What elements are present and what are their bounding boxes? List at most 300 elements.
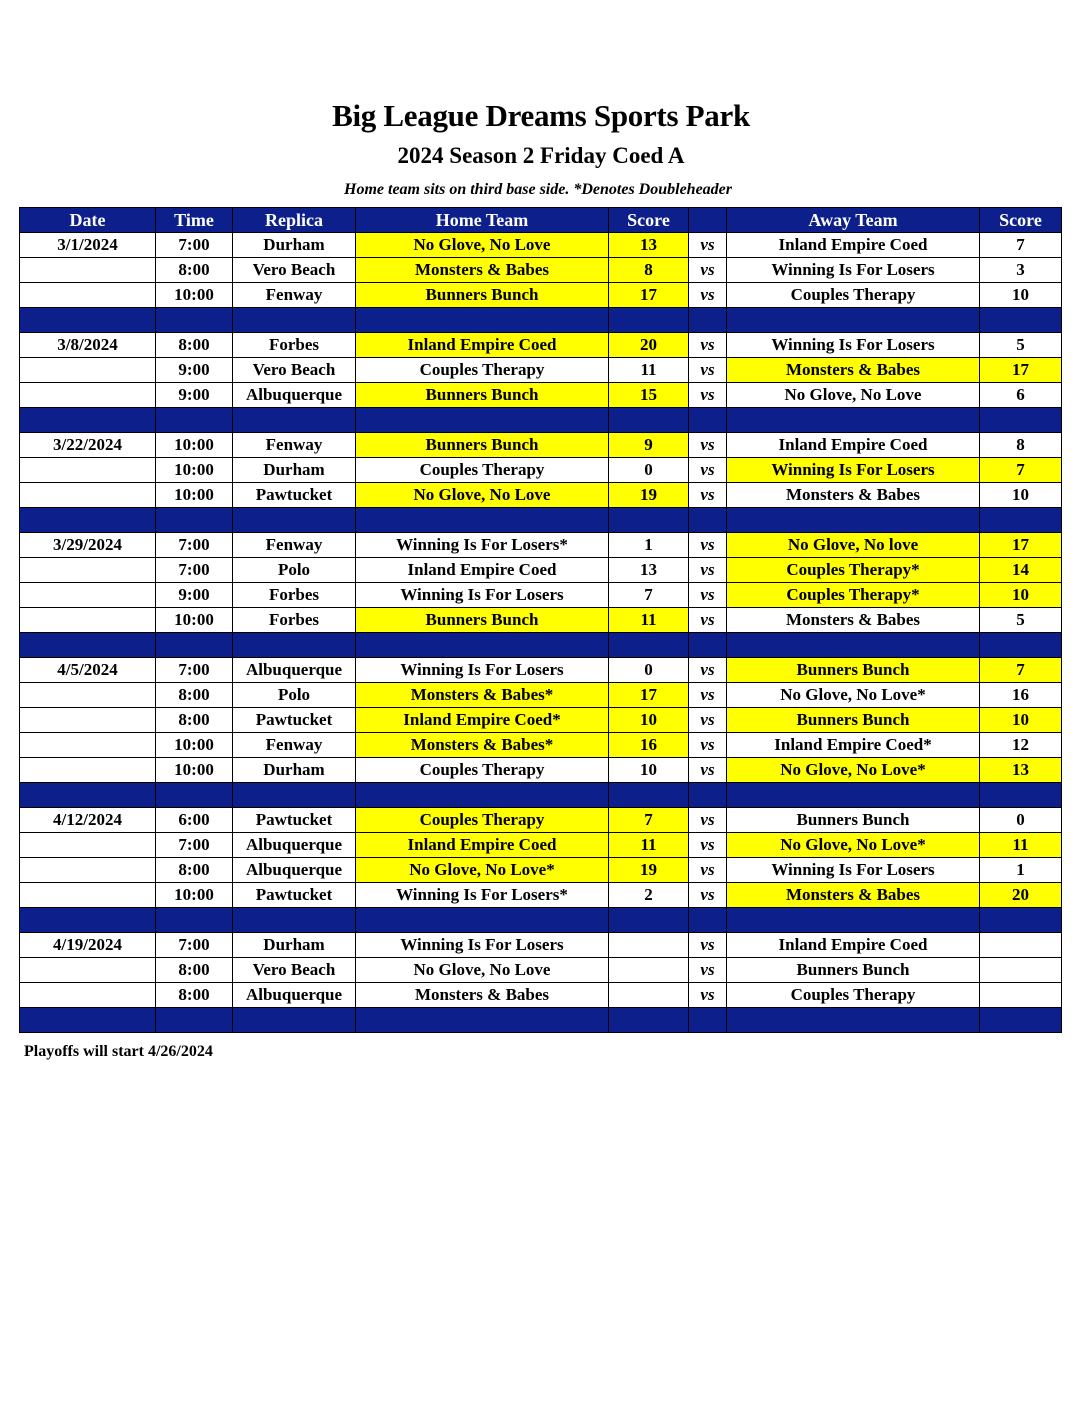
- separator-cell: [20, 308, 156, 333]
- home-score: [609, 933, 689, 958]
- away-team: Monsters & Babes: [727, 883, 980, 908]
- game-date: [20, 958, 156, 983]
- vs-label: vs: [689, 458, 727, 483]
- separator-cell: [20, 408, 156, 433]
- vs-label: vs: [689, 533, 727, 558]
- home-score: 9: [609, 433, 689, 458]
- home-score: 0: [609, 458, 689, 483]
- away-score: 14: [980, 558, 1062, 583]
- game-date: 3/1/2024: [20, 233, 156, 258]
- separator-cell: [609, 633, 689, 658]
- game-replica: Durham: [233, 758, 356, 783]
- game-row: [20, 833, 1062, 858]
- away-team: Winning Is For Losers: [727, 258, 980, 283]
- game-time: 7:00: [156, 533, 233, 558]
- separator-cell: [609, 508, 689, 533]
- vs-label: vs: [689, 758, 727, 783]
- page-subtitle: 2024 Season 2 Friday Coed A: [397, 143, 685, 168]
- separator-cell: [356, 783, 609, 808]
- game-time: 9:00: [156, 583, 233, 608]
- game-time: 8:00: [156, 683, 233, 708]
- game-row: [20, 983, 1062, 1008]
- game-date: [20, 558, 156, 583]
- game-time: 8:00: [156, 708, 233, 733]
- separator-cell: [980, 408, 1062, 433]
- game-row: [20, 558, 1062, 583]
- away-team: No Glove, No Love*: [727, 683, 980, 708]
- game-row: [20, 883, 1062, 908]
- away-score: 13: [980, 758, 1062, 783]
- game-time: 10:00: [156, 758, 233, 783]
- away-score: 20: [980, 883, 1062, 908]
- game-row: [20, 758, 1062, 783]
- away-score: [980, 933, 1062, 958]
- home-score: 19: [609, 483, 689, 508]
- separator-cell: [156, 408, 233, 433]
- home-team: Monsters & Babes: [356, 258, 609, 283]
- separator-cell: [20, 633, 156, 658]
- separator-cell: [980, 308, 1062, 333]
- home-score: 16: [609, 733, 689, 758]
- game-date: 4/19/2024: [20, 933, 156, 958]
- column-header-date: Date: [20, 208, 156, 233]
- separator-cell: [356, 633, 609, 658]
- away-team: Monsters & Babes: [727, 483, 980, 508]
- week-separator-row: [20, 908, 1062, 933]
- home-team: Monsters & Babes: [356, 983, 609, 1008]
- separator-cell: [156, 1008, 233, 1033]
- away-team: Bunners Bunch: [727, 808, 980, 833]
- game-row: [20, 333, 1062, 358]
- separator-cell: [156, 308, 233, 333]
- away-score: 17: [980, 533, 1062, 558]
- away-team: Couples Therapy*: [727, 558, 980, 583]
- away-score: 10: [980, 283, 1062, 308]
- column-header-away-team: Away Team: [727, 208, 980, 233]
- game-time: 10:00: [156, 283, 233, 308]
- game-row: [20, 258, 1062, 283]
- home-team: Winning Is For Losers: [356, 583, 609, 608]
- away-score: 10: [980, 708, 1062, 733]
- home-score: [609, 983, 689, 1008]
- column-header-away-score: Score: [980, 208, 1062, 233]
- game-row: [20, 358, 1062, 383]
- game-row: [20, 733, 1062, 758]
- game-date: [20, 483, 156, 508]
- separator-cell: [609, 408, 689, 433]
- game-date: [20, 833, 156, 858]
- header-row: [20, 208, 1062, 233]
- game-date: [20, 733, 156, 758]
- game-replica: Forbes: [233, 583, 356, 608]
- vs-label: vs: [689, 608, 727, 633]
- game-time: 10:00: [156, 458, 233, 483]
- game-date: [20, 583, 156, 608]
- game-time: 10:00: [156, 733, 233, 758]
- home-score: [609, 958, 689, 983]
- game-row: [20, 858, 1062, 883]
- home-team: Winning Is For Losers*: [356, 533, 609, 558]
- game-row: [20, 683, 1062, 708]
- separator-cell: [356, 508, 609, 533]
- game-replica: Fenway: [233, 533, 356, 558]
- separator-cell: [356, 408, 609, 433]
- separator-cell: [689, 408, 727, 433]
- away-score: [980, 958, 1062, 983]
- away-score: 6: [980, 383, 1062, 408]
- separator-cell: [20, 508, 156, 533]
- game-time: 7:00: [156, 233, 233, 258]
- away-team: Couples Therapy*: [727, 583, 980, 608]
- vs-label: vs: [689, 833, 727, 858]
- column-header-replica: Replica: [233, 208, 356, 233]
- game-replica: Polo: [233, 558, 356, 583]
- home-team: No Glove, No Love: [356, 233, 609, 258]
- game-date: [20, 708, 156, 733]
- separator-cell: [233, 783, 356, 808]
- separator-cell: [609, 908, 689, 933]
- separator-cell: [689, 1008, 727, 1033]
- vs-label: vs: [689, 433, 727, 458]
- vs-label: vs: [689, 233, 727, 258]
- vs-label: vs: [689, 483, 727, 508]
- separator-cell: [609, 308, 689, 333]
- away-team: Couples Therapy: [727, 983, 980, 1008]
- away-score: 16: [980, 683, 1062, 708]
- game-date: 4/5/2024: [20, 658, 156, 683]
- game-row: [20, 708, 1062, 733]
- vs-label: vs: [689, 733, 727, 758]
- home-team: No Glove, No Love: [356, 483, 609, 508]
- vs-label: vs: [689, 283, 727, 308]
- vs-label: vs: [689, 983, 727, 1008]
- away-team: Couples Therapy: [727, 283, 980, 308]
- separator-cell: [980, 1008, 1062, 1033]
- separator-cell: [609, 1008, 689, 1033]
- separator-cell: [980, 908, 1062, 933]
- separator-cell: [980, 783, 1062, 808]
- home-team: Inland Empire Coed*: [356, 708, 609, 733]
- home-team: Couples Therapy: [356, 808, 609, 833]
- week-separator-row: [20, 508, 1062, 533]
- home-score: 17: [609, 283, 689, 308]
- home-score: 17: [609, 683, 689, 708]
- game-row: [20, 483, 1062, 508]
- away-score: 10: [980, 583, 1062, 608]
- home-score: 0: [609, 658, 689, 683]
- away-team: Winning Is For Losers: [727, 333, 980, 358]
- home-team: Monsters & Babes*: [356, 733, 609, 758]
- home-score: 10: [609, 758, 689, 783]
- away-score: [980, 983, 1062, 1008]
- separator-cell: [156, 908, 233, 933]
- game-replica: Durham: [233, 933, 356, 958]
- away-team: No Glove, No Love*: [727, 758, 980, 783]
- game-replica: Forbes: [233, 608, 356, 633]
- home-score: 2: [609, 883, 689, 908]
- home-team: Bunners Bunch: [356, 383, 609, 408]
- separator-cell: [727, 908, 980, 933]
- game-row: [20, 658, 1062, 683]
- game-replica: Vero Beach: [233, 358, 356, 383]
- away-score: 0: [980, 808, 1062, 833]
- home-score: 1: [609, 533, 689, 558]
- game-replica: Durham: [233, 233, 356, 258]
- home-team: Couples Therapy: [356, 358, 609, 383]
- game-date: [20, 983, 156, 1008]
- vs-label: vs: [689, 883, 727, 908]
- home-score: 11: [609, 608, 689, 633]
- game-date: [20, 758, 156, 783]
- separator-cell: [727, 508, 980, 533]
- separator-cell: [727, 783, 980, 808]
- away-score: 7: [980, 658, 1062, 683]
- home-team: Winning Is For Losers: [356, 933, 609, 958]
- game-row: [20, 433, 1062, 458]
- page-title: Big League Dreams Sports Park: [332, 98, 750, 133]
- separator-cell: [233, 408, 356, 433]
- separator-cell: [233, 508, 356, 533]
- away-score: 5: [980, 333, 1062, 358]
- home-team: Bunners Bunch: [356, 433, 609, 458]
- game-row: [20, 283, 1062, 308]
- separator-cell: [980, 508, 1062, 533]
- game-date: [20, 683, 156, 708]
- game-replica: Pawtucket: [233, 708, 356, 733]
- game-date: [20, 358, 156, 383]
- game-replica: Forbes: [233, 333, 356, 358]
- home-score: 15: [609, 383, 689, 408]
- game-time: 7:00: [156, 933, 233, 958]
- week-separator-row: [20, 633, 1062, 658]
- game-time: 8:00: [156, 333, 233, 358]
- home-score: 10: [609, 708, 689, 733]
- away-team: Winning Is For Losers: [727, 858, 980, 883]
- game-replica: Albuquerque: [233, 383, 356, 408]
- away-team: Inland Empire Coed: [727, 233, 980, 258]
- away-score: 7: [980, 458, 1062, 483]
- home-team: Bunners Bunch: [356, 608, 609, 633]
- game-replica: Pawtucket: [233, 808, 356, 833]
- separator-cell: [689, 508, 727, 533]
- vs-label: vs: [689, 333, 727, 358]
- game-row: [20, 458, 1062, 483]
- vs-label: vs: [689, 658, 727, 683]
- game-replica: Pawtucket: [233, 483, 356, 508]
- separator-cell: [609, 783, 689, 808]
- game-date: [20, 858, 156, 883]
- away-score: 7: [980, 233, 1062, 258]
- week-separator-row: [20, 308, 1062, 333]
- game-time: 8:00: [156, 958, 233, 983]
- separator-cell: [233, 633, 356, 658]
- separator-cell: [980, 633, 1062, 658]
- home-score: 11: [609, 358, 689, 383]
- doubleheader-note: Home team sits on third base side. *Denotes Doubleheader: [344, 181, 732, 198]
- separator-cell: [356, 308, 609, 333]
- game-replica: Polo: [233, 683, 356, 708]
- week-separator-row: [20, 783, 1062, 808]
- vs-label: vs: [689, 708, 727, 733]
- home-team: Bunners Bunch: [356, 283, 609, 308]
- home-score: 20: [609, 333, 689, 358]
- week-separator-row: [20, 1008, 1062, 1033]
- vs-label: vs: [689, 558, 727, 583]
- separator-cell: [356, 1008, 609, 1033]
- game-date: [20, 458, 156, 483]
- away-team: No Glove, No Love*: [727, 833, 980, 858]
- column-header-time: Time: [156, 208, 233, 233]
- separator-cell: [689, 633, 727, 658]
- game-replica: Vero Beach: [233, 258, 356, 283]
- game-replica: Fenway: [233, 283, 356, 308]
- away-team: Bunners Bunch: [727, 658, 980, 683]
- separator-cell: [20, 908, 156, 933]
- schedule-body: [20, 233, 1062, 1033]
- home-team: Couples Therapy: [356, 458, 609, 483]
- playoffs-note: Playoffs will start 4/26/2024: [24, 1043, 213, 1060]
- game-replica: Albuquerque: [233, 983, 356, 1008]
- away-score: 1: [980, 858, 1062, 883]
- game-date: [20, 258, 156, 283]
- away-team: Monsters & Babes: [727, 358, 980, 383]
- game-row: [20, 233, 1062, 258]
- game-replica: Fenway: [233, 733, 356, 758]
- home-team: Inland Empire Coed: [356, 333, 609, 358]
- away-team: No Glove, No Love: [727, 383, 980, 408]
- home-score: 7: [609, 583, 689, 608]
- vs-label: vs: [689, 358, 727, 383]
- away-team: No Glove, No love: [727, 533, 980, 558]
- home-score: 13: [609, 558, 689, 583]
- game-date: 3/22/2024: [20, 433, 156, 458]
- schedule-table: [19, 207, 1062, 1033]
- game-time: 7:00: [156, 833, 233, 858]
- away-team: Inland Empire Coed*: [727, 733, 980, 758]
- home-team: Winning Is For Losers*: [356, 883, 609, 908]
- home-score: 11: [609, 833, 689, 858]
- game-replica: Fenway: [233, 433, 356, 458]
- game-date: [20, 608, 156, 633]
- game-time: 6:00: [156, 808, 233, 833]
- vs-label: vs: [689, 808, 727, 833]
- home-team: Monsters & Babes*: [356, 683, 609, 708]
- separator-cell: [356, 908, 609, 933]
- separator-cell: [233, 308, 356, 333]
- separator-cell: [689, 908, 727, 933]
- home-team: Winning Is For Losers: [356, 658, 609, 683]
- game-replica: Albuquerque: [233, 833, 356, 858]
- away-score: 17: [980, 358, 1062, 383]
- game-replica: Vero Beach: [233, 958, 356, 983]
- away-team: Bunners Bunch: [727, 958, 980, 983]
- separator-cell: [727, 633, 980, 658]
- separator-cell: [233, 908, 356, 933]
- column-header-home-team: Home Team: [356, 208, 609, 233]
- game-date: 4/12/2024: [20, 808, 156, 833]
- game-time: 8:00: [156, 258, 233, 283]
- separator-cell: [233, 1008, 356, 1033]
- separator-cell: [20, 783, 156, 808]
- game-date: [20, 883, 156, 908]
- game-time: 7:00: [156, 658, 233, 683]
- home-team: Inland Empire Coed: [356, 833, 609, 858]
- home-team: Inland Empire Coed: [356, 558, 609, 583]
- away-team: Winning Is For Losers: [727, 458, 980, 483]
- game-replica: Albuquerque: [233, 658, 356, 683]
- game-time: 8:00: [156, 858, 233, 883]
- home-score: 8: [609, 258, 689, 283]
- home-team: Couples Therapy: [356, 758, 609, 783]
- away-team: Monsters & Babes: [727, 608, 980, 633]
- vs-label: vs: [689, 258, 727, 283]
- column-header-vs: [689, 208, 727, 233]
- game-date: [20, 283, 156, 308]
- vs-label: vs: [689, 383, 727, 408]
- game-row: [20, 383, 1062, 408]
- column-header-home-score: Score: [609, 208, 689, 233]
- separator-cell: [689, 783, 727, 808]
- home-score: 7: [609, 808, 689, 833]
- separator-cell: [20, 1008, 156, 1033]
- away-team: Inland Empire Coed: [727, 933, 980, 958]
- game-row: [20, 608, 1062, 633]
- game-row: [20, 808, 1062, 833]
- game-row: [20, 958, 1062, 983]
- game-replica: Pawtucket: [233, 883, 356, 908]
- separator-cell: [156, 783, 233, 808]
- home-team: No Glove, No Love: [356, 958, 609, 983]
- vs-label: vs: [689, 858, 727, 883]
- home-team: No Glove, No Love*: [356, 858, 609, 883]
- away-score: 5: [980, 608, 1062, 633]
- separator-cell: [156, 508, 233, 533]
- game-row: [20, 933, 1062, 958]
- game-time: 10:00: [156, 608, 233, 633]
- home-score: 13: [609, 233, 689, 258]
- game-time: 8:00: [156, 983, 233, 1008]
- game-time: 7:00: [156, 558, 233, 583]
- separator-cell: [727, 408, 980, 433]
- separator-cell: [727, 1008, 980, 1033]
- away-score: 8: [980, 433, 1062, 458]
- week-separator-row: [20, 408, 1062, 433]
- away-team: Bunners Bunch: [727, 708, 980, 733]
- away-score: 11: [980, 833, 1062, 858]
- vs-label: vs: [689, 958, 727, 983]
- vs-label: vs: [689, 583, 727, 608]
- vs-label: vs: [689, 933, 727, 958]
- home-score: 19: [609, 858, 689, 883]
- away-score: 3: [980, 258, 1062, 283]
- away-score: 10: [980, 483, 1062, 508]
- game-row: [20, 533, 1062, 558]
- game-row: [20, 583, 1062, 608]
- separator-cell: [156, 633, 233, 658]
- separator-cell: [689, 308, 727, 333]
- away-team: Inland Empire Coed: [727, 433, 980, 458]
- game-time: 10:00: [156, 433, 233, 458]
- game-time: 9:00: [156, 358, 233, 383]
- separator-cell: [727, 308, 980, 333]
- game-replica: Albuquerque: [233, 858, 356, 883]
- game-time: 10:00: [156, 883, 233, 908]
- game-date: [20, 383, 156, 408]
- game-date: 3/29/2024: [20, 533, 156, 558]
- away-score: 12: [980, 733, 1062, 758]
- game-time: 10:00: [156, 483, 233, 508]
- game-replica: Durham: [233, 458, 356, 483]
